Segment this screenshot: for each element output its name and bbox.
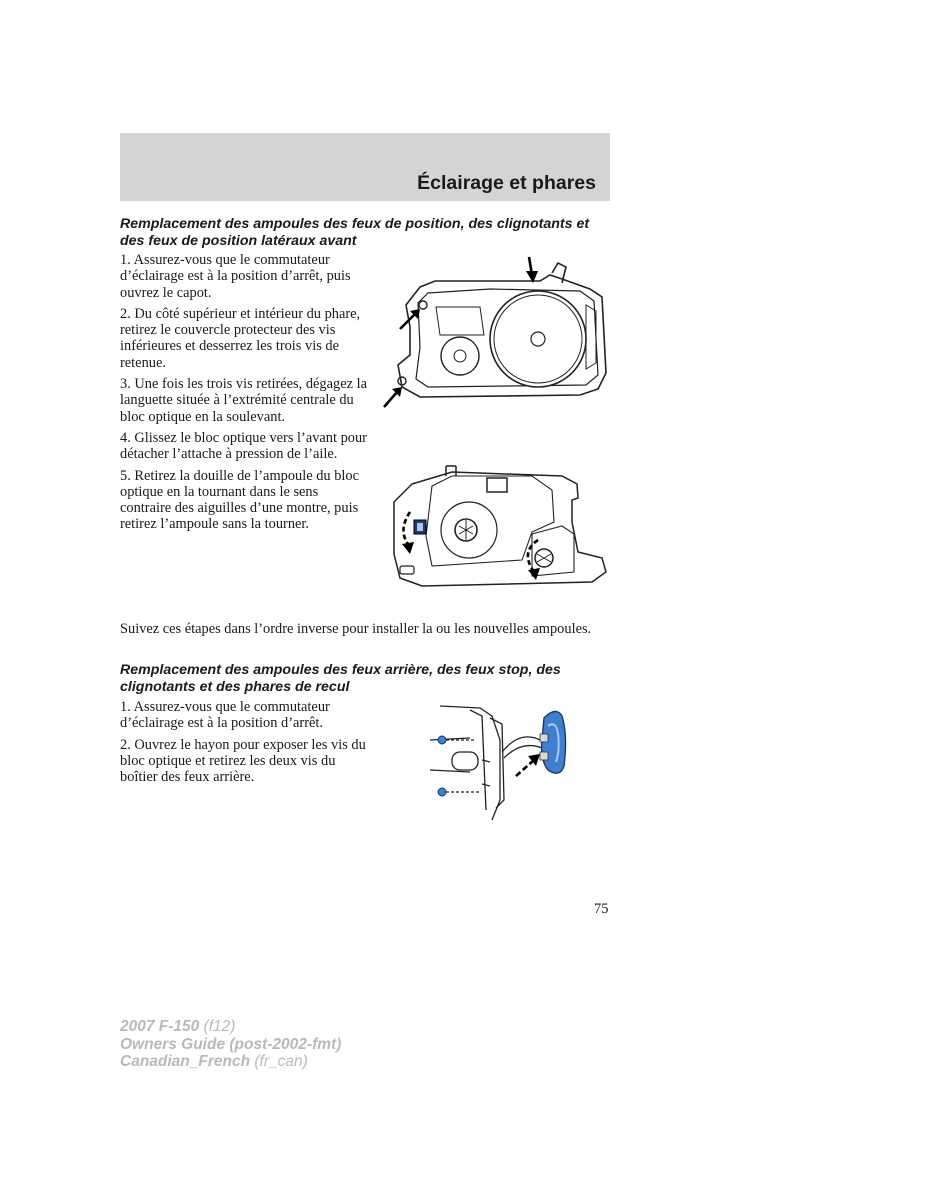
footer-model: 2007 F-150 <box>120 1018 200 1035</box>
step-5: 5. Retirez la douille de l’ampoule du bloc optique en la tournant dans le sens contraire des aiguilles d’une montre, puis retirez l’ampoule sans la tourner. <box>120 467 359 533</box>
front-lamp-steps <box>120 252 370 538</box>
headlamp-front-illustration <box>380 255 620 415</box>
step-3: 3. Une fois les trois vis retirées, dégagez la languette située à l’extrémité centrale du bloc optique en la soulevant. <box>120 376 367 425</box>
step-2: 2. Du côté supérieur et intérieur du phare, retirez le couvercle protecteur des vis inférieures et desserrez les trois vis de retenue. <box>120 305 361 371</box>
tail-lamp-illustration <box>430 700 590 825</box>
headlamp-rear-illustration <box>392 462 612 592</box>
footer-guide: Owners Guide (post-2002-fmt) <box>120 1035 342 1053</box>
reverse-steps-note: Suivez ces étapes dans l’ordre inverse pour installer la ou les nouvelles ampoules. <box>120 621 592 637</box>
rear-lamp-steps <box>120 699 370 790</box>
step-4: 4. Glissez le bloc optique vers l’avant pour détacher l’attache à pression de l’aile. <box>120 429 367 463</box>
section-header-band <box>120 133 610 201</box>
footer-language-code: (fr_can) <box>254 1053 308 1070</box>
section-heading-front-lamps: Remplacement des ampoules des feux de position, des clignotants et des feux de position latéraux avant <box>120 216 590 249</box>
page-title: Éclairage et phares <box>417 172 596 194</box>
footer-model-code: (f12) <box>203 1018 236 1035</box>
footer-language-line <box>120 1053 341 1071</box>
document-footer <box>120 1018 341 1071</box>
section-heading-rear-lamps: Remplacement des ampoules des feux arrière, des feux stop, des clignotants et des phares de recul <box>120 662 561 695</box>
footer-language: Canadian_French <box>120 1053 251 1070</box>
step-2: 2. Ouvrez le hayon pour exposer les vis du bloc optique et retirez les deux vis du boîtier des feux arrière. <box>120 736 366 786</box>
step-1: 1. Assurez-vous que le commutateur d’éclairage est à la position d’arrêt. <box>120 699 330 732</box>
page-number: 75 <box>594 901 609 917</box>
footer-model-line <box>120 1018 341 1036</box>
step-1: 1. Assurez-vous que le commutateur d’éclairage est à la position d’arrêt, puis ouvrez le capot. <box>120 252 351 301</box>
